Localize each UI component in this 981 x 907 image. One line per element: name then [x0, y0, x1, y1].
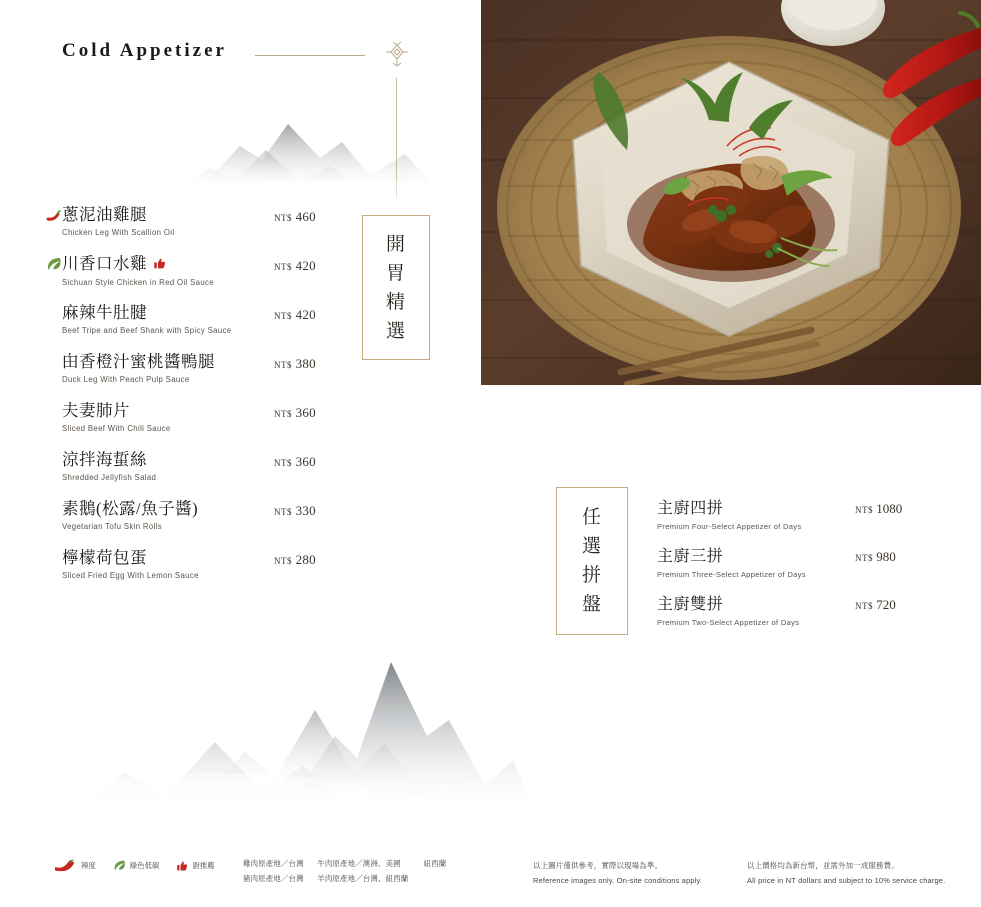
featured-char: 選: [385, 320, 406, 342]
image-disclaimer: [533, 858, 702, 888]
currency: NT$: [855, 553, 873, 563]
price-value: 360: [295, 405, 316, 420]
menu-item-name-en: Sliced Beef With Chili Sauce: [62, 424, 171, 433]
platter-char: 任: [581, 507, 602, 528]
diamond-ornament-icon: [380, 40, 414, 72]
menu-item-name-en: Chicken Leg With Scallion Oil: [62, 228, 175, 237]
legend-label: 綠色低碳: [129, 861, 160, 870]
menu-item-name-zh: 蔥泥油雞腿: [62, 205, 147, 224]
origin-cell: 紐西蘭: [423, 859, 447, 868]
platter-item[interactable]: [657, 591, 957, 639]
price-value: 380: [295, 356, 316, 371]
menu-item-price: [274, 405, 316, 421]
platter-price: [855, 501, 902, 517]
price-value: 420: [295, 258, 316, 273]
menu-item-name-en: Duck Leg With Peach Pulp Sauce: [62, 375, 190, 384]
chili-pepper-icon: [55, 859, 77, 872]
vertical-hairline: [396, 78, 397, 198]
legend-label: 廚推薦: [192, 861, 215, 870]
price-disclaimer-zh: 以上價格均為新台幣，並需外加一成服務費。: [747, 861, 899, 870]
menu-item-price: [274, 356, 316, 372]
legend-label: 辣度: [81, 861, 96, 870]
platter-name-en: Premium Three-Select Appetizer of Days: [657, 570, 806, 579]
platter-char: 拼: [581, 565, 602, 586]
footer: [0, 852, 981, 907]
green-leaf-icon: [113, 859, 126, 872]
platter-char: 選: [581, 536, 602, 557]
currency: NT$: [274, 311, 292, 321]
page-title: Cold Appetizer: [62, 40, 227, 61]
menu-item-name-zh: 檸檬荷包蛋: [62, 548, 147, 567]
featured-char: 胃: [385, 262, 406, 284]
featured-char: 精: [385, 291, 406, 313]
menu-item-name-zh: 素鵝(松露/魚子醬): [62, 499, 199, 518]
price-value: 280: [295, 552, 316, 567]
currency: NT$: [855, 505, 873, 515]
platter-vertical-label: [556, 487, 628, 635]
currency: NT$: [274, 458, 292, 468]
currency: NT$: [274, 556, 292, 566]
menu-item[interactable]: [62, 548, 462, 597]
dish-photo: [481, 0, 981, 385]
ink-mountain-decoration-bottom: [35, 640, 555, 830]
menu-item-name-zh: 甶香橙汁蜜桃醬鴨腿: [62, 352, 215, 371]
price-disclaimer-en: All price in NT dollars and subject to 10% service charge.: [747, 876, 946, 885]
price-value: 360: [295, 454, 316, 469]
platter-name-en: Premium Two-Select Appetizer of Days: [657, 618, 800, 627]
origin-cell: 雞肉原產地／台灣: [243, 859, 304, 868]
platter-item[interactable]: [657, 495, 957, 543]
platter-name-zh: 主廚三拼: [657, 548, 724, 565]
platter-price: [855, 549, 896, 565]
featured-vertical-label: [362, 215, 430, 360]
origin-cell: 豬肉原產地／台灣: [243, 874, 304, 883]
chili-pepper-icon: [46, 207, 62, 223]
menu-item-name-en: Vegetarian Tofu Skin Rolls: [62, 522, 162, 531]
thumbs-up-icon: [176, 860, 188, 872]
featured-char: 開: [385, 233, 406, 255]
menu-item-name-zh: 夫妻肺片: [62, 401, 130, 420]
menu-item-name-zh: 麻辣牛肚腱: [62, 303, 147, 322]
title-divider: [255, 55, 365, 56]
menu-item[interactable]: [62, 401, 462, 450]
menu-item-price: [274, 503, 316, 519]
menu-item-name-en: Sichuan Style Chicken in Red Oil Sauce: [62, 278, 214, 288]
legend-eco: [113, 859, 160, 872]
platter-name-zh: 主廚四拼: [657, 500, 724, 517]
menu-item-price: [274, 209, 316, 225]
price-value: 420: [295, 307, 316, 322]
currency: NT$: [274, 360, 292, 370]
currency: NT$: [274, 507, 292, 517]
menu-item[interactable]: [62, 450, 462, 499]
currency: NT$: [274, 262, 292, 272]
green-leaf-icon: [46, 256, 62, 272]
origin-cell: 羊肉原產地／台灣、紐西蘭: [317, 874, 409, 883]
platter-char: 盤: [581, 594, 602, 615]
price-disclaimer: [747, 858, 945, 888]
price-value: 720: [876, 597, 896, 612]
menu-item-name-en: Beef Tripe and Beef Shank with Spicy Sauce: [62, 326, 232, 335]
menu-item[interactable]: [62, 499, 462, 548]
price-value: 1080: [876, 501, 903, 516]
legend-spice: [55, 859, 96, 872]
page-title-block: [62, 40, 422, 62]
legend-row: [55, 858, 235, 873]
menu-item-price: [274, 258, 316, 274]
menu-item-price: [274, 552, 316, 568]
origin-row: [243, 873, 496, 888]
thumbs-up-icon: [153, 255, 166, 275]
menu-item-name-zh: 涼拌海蜇絲: [62, 450, 147, 469]
origin-row: [243, 858, 496, 873]
price-value: 980: [876, 549, 896, 564]
legend-block: [55, 858, 235, 873]
platter-price: [855, 597, 896, 613]
image-disclaimer-en: Reference images only. On-site conditions apply.: [533, 876, 703, 885]
legend-recommended: [176, 860, 214, 872]
menu-item-price: [274, 307, 316, 323]
platter-name-zh: 主廚雙拼: [657, 596, 724, 613]
zh-text: 川香口水雞: [62, 254, 147, 273]
currency: NT$: [274, 213, 292, 223]
platter-list: [657, 495, 957, 639]
menu-item-name-en: Sliced Fried Egg With Lemon Sauce: [62, 571, 199, 580]
origin-cell: 牛肉原產地／澳洲、美國: [317, 859, 401, 868]
menu-item-price: [274, 454, 316, 470]
platter-item[interactable]: [657, 543, 957, 591]
menu-item-name-en: Shredded Jellyfish Salad: [62, 473, 157, 482]
currency: NT$: [855, 601, 873, 611]
platter-name-en: Premium Four-Select Appetizer of Days: [657, 522, 802, 531]
currency: NT$: [274, 409, 292, 419]
image-disclaimer-zh: 以上圖片僅供參考，實際以現場為準。: [533, 861, 663, 870]
price-value: 460: [295, 209, 316, 224]
ink-mountain-decoration-top: [170, 88, 490, 198]
origin-info: [243, 858, 496, 888]
price-value: 330: [295, 503, 316, 518]
